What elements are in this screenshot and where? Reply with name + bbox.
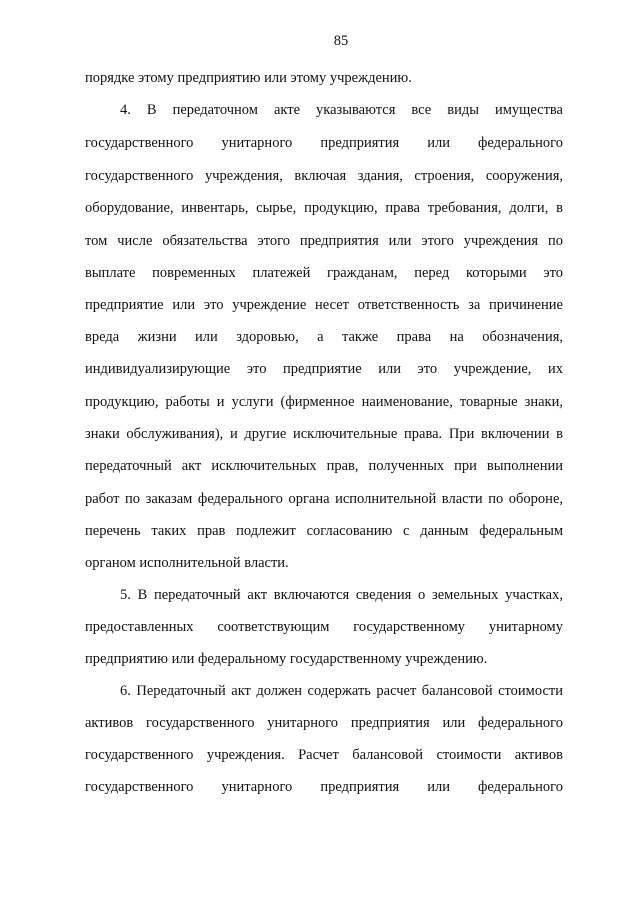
text-line: государственного учреждения. Расчет балансовой стоимости активов — [85, 747, 563, 763]
text-line: знаки обслуживания), и другие исключительные права. При включении в — [85, 426, 563, 442]
text-line: предприятие или это учреждение несет ответственность за причинение — [85, 297, 563, 313]
text-line: государственного учреждения, включая здания, строения, сооружения, — [85, 168, 563, 184]
text-line: активов государственного унитарного предприятия или федерального — [85, 715, 563, 731]
text-line: индивидуализирующие это предприятие или это учреждение, их — [85, 361, 563, 377]
paragraph-6-first-line: 6. Передаточный акт должен содержать расчет балансовой стоимости — [120, 683, 563, 699]
paragraph-4-first-line: 4. В передаточном акте указываются все виды имущества — [120, 102, 563, 118]
text-line: работ по заказам федерального органа исполнительной власти по обороне, — [85, 491, 563, 507]
text-line: государственного унитарного предприятия или федерального — [85, 779, 563, 795]
text-line: перечень таких прав подлежит согласованию с данным федеральным — [85, 523, 563, 539]
text-line: оборудование, инвентарь, сырье, продукцию, права требования, долги, в — [85, 200, 563, 216]
text-line: порядке этому предприятию или этому учреждению. — [85, 70, 412, 86]
text-line: органом исполнительной власти. — [85, 555, 289, 571]
text-line: том числе обязательства этого предприятия или этого учреждения по — [85, 233, 563, 249]
text-line: передаточный акт исключительных прав, полученных при выполнении — [85, 458, 563, 474]
text-line: государственного унитарного предприятия или федерального — [85, 135, 563, 151]
text-line: предприятию или федеральному государственному учреждению. — [85, 651, 488, 667]
text-line: выплате повременных платежей гражданам, перед которыми это — [85, 265, 563, 281]
paragraph-5-first-line: 5. В передаточный акт включаются сведения о земельных участках, — [120, 587, 563, 603]
page-number: 85 — [333, 33, 349, 49]
text-line: вреда жизни или здоровью, а также права на обозначения, — [85, 329, 563, 345]
text-line: предоставленных соответствующим государственному унитарному — [85, 619, 563, 635]
text-line: продукцию, работы и услуги (фирменное наименование, товарные знаки, — [85, 394, 563, 410]
